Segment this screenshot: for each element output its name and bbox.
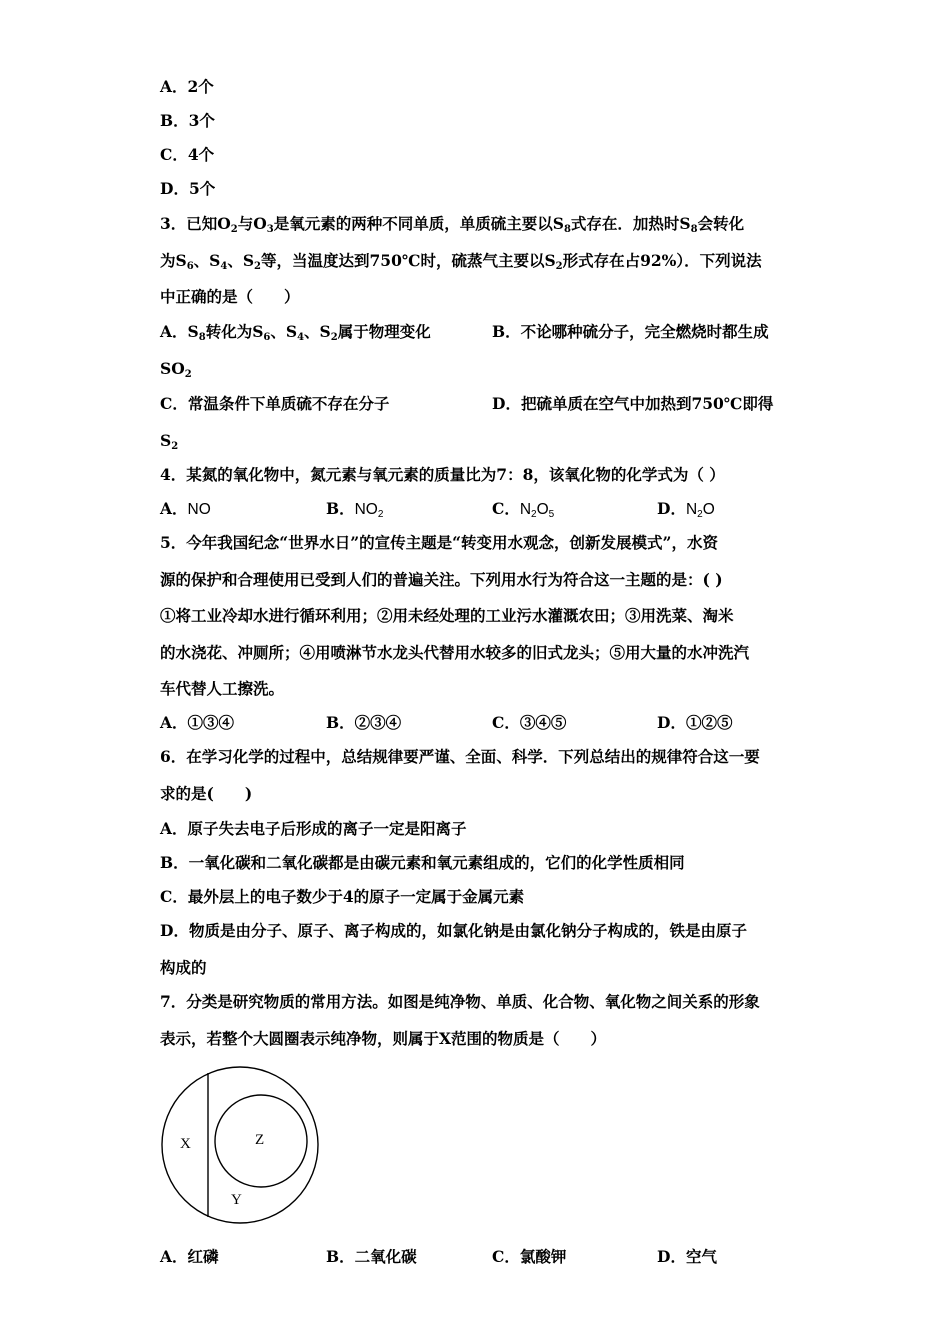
q2-option-c: C．4个 bbox=[160, 145, 215, 164]
q4-stem: 4．某氮的氧化物中，氮元素与氧元素的质量比为7：8，该氧化物的化学式为（ ） bbox=[160, 465, 725, 484]
label-x: X bbox=[180, 1136, 191, 1152]
q5-line-3: ①将工业冷却水进行循环利用；②用未经处理的工业污水灌溉农田；③用洗菜、淘米 bbox=[160, 606, 734, 625]
q6-option-c: C．最外层上的电子数少于4的原子一定属于金属元素 bbox=[160, 887, 525, 906]
q3-option-b: B．不论哪种硫分子，完全燃烧时都生成 bbox=[492, 322, 769, 341]
q6-option-d-cont: 构成的 bbox=[160, 958, 207, 977]
q4-option-a: A．NO bbox=[160, 499, 211, 518]
label-z: Z bbox=[255, 1132, 265, 1148]
q5-line-5: 车代替人工擦洗。 bbox=[160, 679, 285, 698]
q7-option-c: C．氯酸钾 bbox=[492, 1247, 567, 1266]
label-y: Y bbox=[231, 1192, 242, 1208]
q7-option-d: D．空气 bbox=[657, 1247, 717, 1266]
q4-option-b: B．$NO_2$ bbox=[326, 499, 384, 520]
q3-option-d-cont: $S_2$ bbox=[160, 431, 179, 452]
q3-stem-line-2: 为$S_6$、$S_4$、$S_2$等，当温度达到750℃时，硫蒸气主要以$S_2$形式存在占92%）．下列说法 bbox=[160, 251, 762, 272]
q3-option-a: A．$S_8$转化为$S_6$、$S_4$、$S_2$属于物理变化 bbox=[160, 322, 431, 343]
q3-option-c: C．常温条件下单质硫不存在分子 bbox=[160, 394, 390, 413]
q3-stem-line-1: 3．已知$O_2$与$O_3$是氧元素的两种不同单质，单质硫主要以$S_8$式存在．加热时$S_8$会转化 bbox=[160, 214, 745, 235]
q6-line-2: 求的是( ) bbox=[160, 784, 253, 803]
q3-stem-line-3: 中正确的是（ ） bbox=[160, 287, 300, 306]
q4-option-c: C．$N_2O_5$ bbox=[492, 499, 555, 520]
q5-option-c: C．③④⑤ bbox=[492, 713, 567, 732]
q2-option-b: B．3个 bbox=[160, 111, 215, 130]
q5-option-d: D．①②⑤ bbox=[657, 713, 733, 732]
q6-option-b: B．一氧化碳和二氧化碳都是由碳元素和氧元素组成的，它们的化学性质相同 bbox=[160, 853, 685, 872]
q4-option-d: D．$N_2O$ bbox=[657, 499, 715, 520]
q3-option-b-cont: $SO_2$ bbox=[160, 359, 192, 380]
q2-option-d: D．5个 bbox=[160, 179, 216, 198]
q5-option-a: A．①③④ bbox=[160, 713, 235, 732]
q5-line-1: 5．今年我国纪念“世界水日”的宣传主题是“转变用水观念，创新发展模式”，水资 bbox=[160, 533, 718, 552]
q3-option-d: D．把硫单质在空气中加热到750℃即得 bbox=[492, 394, 774, 413]
q5-line-2: 源的保护和合理使用已受到人们的普遍关注。下列用水行为符合这一主题的是：( ) bbox=[160, 570, 723, 589]
q6-option-a: A．原子失去电子后形成的离子一定是阳离子 bbox=[160, 819, 467, 838]
q2-option-a: A．2个 bbox=[160, 77, 214, 96]
q5-line-4: 的水浇花、冲厕所；④用喷淋节水龙头代替用水较多的旧式龙头；⑤用大量的水冲洗汽 bbox=[160, 643, 750, 662]
classification-venn-diagram bbox=[160, 1066, 324, 1226]
q7-line-1: 7．分类是研究物质的常用方法。如图是纯净物、单质、化合物、氧化物之间关系的形象 bbox=[160, 992, 760, 1011]
q5-option-b: B．②③④ bbox=[326, 713, 402, 732]
q6-option-d: D．物质是由分子、原子、离子构成的，如氯化钠是由氯化钠分子构成的，铁是由原子 bbox=[160, 921, 747, 940]
q6-line-1: 6．在学习化学的过程中，总结规律要严谨、全面、科学．下列总结出的规律符合这一要 bbox=[160, 747, 760, 766]
q7-line-2: 表示，若整个大圆圈表示纯净物，则属于X范围的物质是（ ） bbox=[160, 1029, 607, 1048]
q7-option-b: B．二氧化碳 bbox=[326, 1247, 417, 1266]
q7-option-a: A．红磷 bbox=[160, 1247, 219, 1266]
